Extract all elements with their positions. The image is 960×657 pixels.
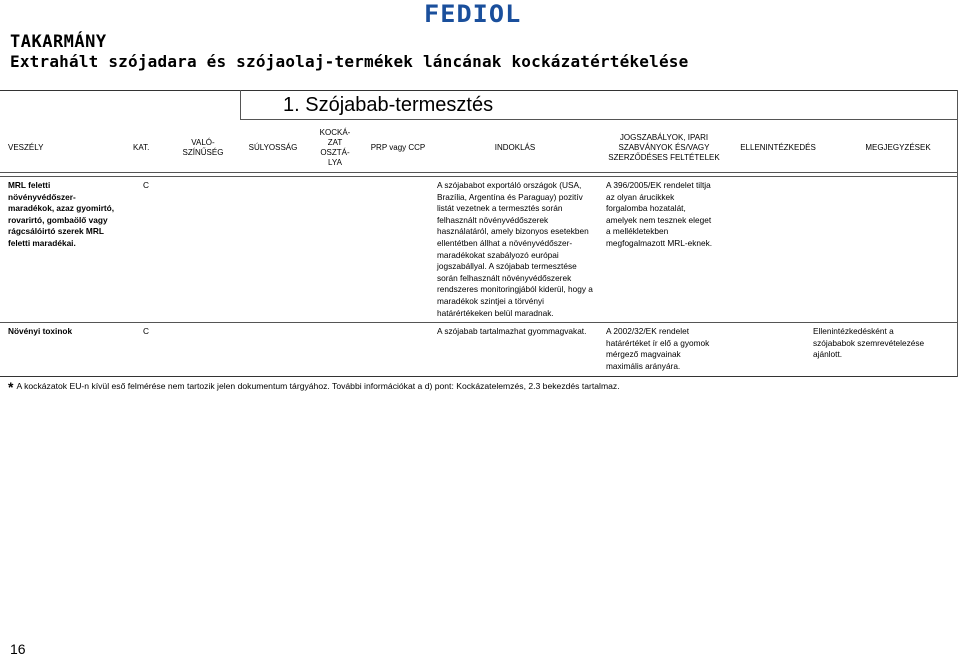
col-likelihood: VALÓ- SZÍNŰSÉG	[182, 138, 224, 157]
footnote-asterisk: *	[8, 379, 14, 395]
col-hazard: VESZÉLY	[8, 143, 44, 152]
row1-legal: A 396/2005/EK rendelet tiltja az olyan árucikkek forgalomba hozatalát, amelyek nem tesznek eleget a mellékletekben megfogalmazott MRL-eknek.	[606, 180, 713, 248]
row2-remarks: Ellenintézkedésként a szójababok szemrevételezése ajánlott.	[813, 326, 925, 360]
row2-hazard: Növényi toxinok	[8, 326, 73, 336]
page-number: 16	[10, 641, 26, 657]
col-justification: INDOKLÁS	[494, 143, 536, 152]
footnote	[8, 379, 620, 395]
row2-category: C	[143, 326, 149, 336]
section-title: 1. Szójabab-termesztés	[283, 94, 494, 116]
header-bottom-border-double	[0, 176, 958, 177]
document-title: TAKARMÁNY	[10, 32, 107, 52]
row2-justification: A szójabab tartalmazhat gyommagvakat.	[437, 326, 587, 336]
row1-category: C	[143, 180, 149, 190]
row1-hazard: MRL feletti növényvédőszer- maradékok, azaz gyomirtó, rovarirtó, gombaölő vagy rágcsálóirtó szerek MRL feletti maradékai.	[8, 180, 115, 248]
col-prp-ccp: PRP vagy CCP	[370, 143, 426, 152]
fediol-logo: FEDIOL	[424, 0, 522, 28]
section-left-border	[240, 90, 241, 120]
document-subtitle: Extrahált szójadara és szójaolaj-termékek láncának kockázatértékelése	[10, 52, 689, 71]
footnote-text: A kockázatok EU-n kívül eső felmérése nem tartozik jelen dokumentum tárgyához. További információkat a d) pont: Kockázatelemzés, 2.3 bekezdés tartalmaz.	[16, 381, 620, 391]
section-divider	[240, 119, 958, 120]
table-top-border	[0, 90, 958, 91]
row2-legal: A 2002/32/EK rendelet határértéket ír elő a gyomok mérgező magvainak maximális arányára.	[606, 326, 710, 371]
col-remarks: MEGJEGYZÉSEK	[865, 143, 931, 152]
table-bottom-border	[0, 376, 958, 377]
col-category: KAT.	[133, 143, 150, 152]
row1-justification: A szójababot exportáló országok (USA, Brazília, Argentína és Paraguay) pozitív listát vezetnek a termesztés során felhasznált növényvédőszerek használatáról, amely bizonyos esetekben ellentétben állhat a növényvédőszer- maradékokat szabályozó európai jogszabállyal. A szójabab termesztése során felhasznált növényvédőszerek rendszeres monitoringjából kiderül, hogy a maradékok szintjei a törvényi határértékeken belül maradnak.	[437, 180, 593, 318]
col-control: ELLENINTÉZKEDÉS	[740, 143, 816, 152]
col-legal: JOGSZABÁLYOK, IPARI SZABVÁNYOK ÉS/VAGY SZERZŐDÉSES FELTÉTELEK	[608, 133, 720, 162]
col-severity: SÚLYOSSÁG	[248, 143, 298, 152]
row-divider	[0, 322, 958, 323]
col-risk-class: KOCKÁ- ZAT OSZTÁ- LYA	[319, 128, 351, 167]
header-bottom-border	[0, 172, 958, 173]
table-right-border	[957, 90, 958, 377]
